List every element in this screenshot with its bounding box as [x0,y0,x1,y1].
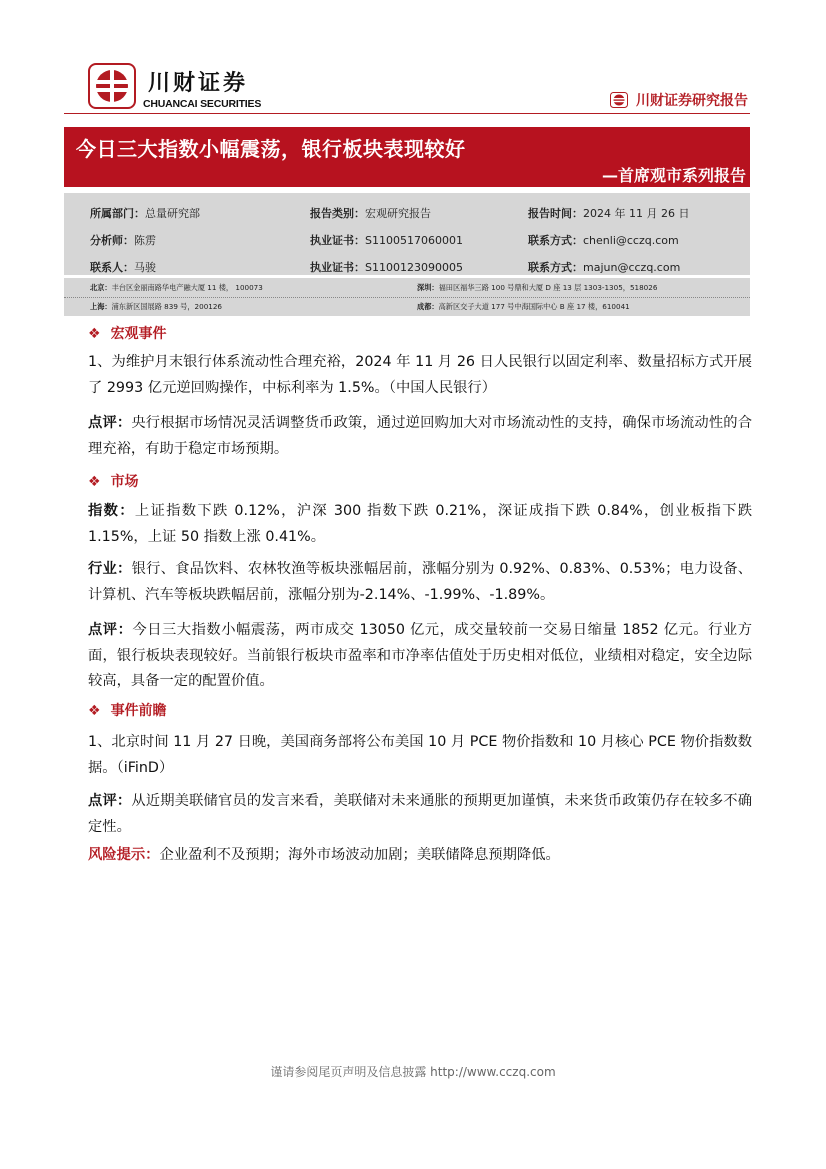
report-subtitle: —首席观市系列报告 [601,166,746,185]
section-macro-heading: ❖ 宏观事件 [88,326,167,342]
risk-paragraph: 风险提示：企业盈利不及预期；海外市场波动加剧；美联储降息预期降低。 [88,847,560,863]
brand-name-cn: 川财证券 [148,71,249,96]
section-event-heading: ❖ 事件前瞻 [88,703,167,719]
page-footer: 谨请参阅尾页声明及信息披露 http://www.cczq.com [270,1065,556,1079]
cert1-field: 执业证书：S1100517060001 [310,234,463,247]
diamond-bullet-icon: ❖ [88,474,101,490]
event-paragraph: 1、北京时间 11 月 27 日晚，美国商务部将公布美国 10 月 PCE 物价指数和 10 月核心 PCE 物价指数数据。（iFinD） [88,734,752,776]
small-logo-icon [610,92,628,108]
company-logo-icon [88,63,136,109]
report-brand-label: 川财证券研究报告 [636,93,748,109]
shanghai-address: 上海：浦东新区国展路 839 号，200126 [90,302,222,311]
cert2-field: 执业证书：S1100123090005 [310,261,463,274]
contact-person-field: 联系人：马骏 [90,261,156,274]
diamond-bullet-icon: ❖ [88,326,101,342]
beijing-address: 北京：丰台区金丽南路华电产融大厦 11 楼， 100073 [90,283,263,292]
time-field: 报告时间：2024 年 11 月 26 日 [528,207,690,220]
dept-field: 所属部门：总量研究部 [90,207,200,220]
report-brand [610,90,748,110]
report-info-box [64,193,750,275]
shenzhen-address: 深圳：福田区福华三路 100 号鼎和大厦 D 座 13 层 1303-1305，518026 [417,283,658,292]
header-divider [64,113,750,114]
index-paragraph: 指数：上证指数下跌 0.12%，沪深 300 指数下跌 0.21%，深证成指下跌 0.84%，创业板指下跌 1.15%，上证 50 指数上涨 0.41%。 [88,503,753,545]
type-field: 报告类别：宏观研究报告 [310,207,431,220]
macro-comment-paragraph: 点评：央行根据市场情况灵活调整货币政策，通过逆回购加大对市场流动性的支持，确保市场流动性的合理充裕，有助于稳定市场预期。 [88,415,753,457]
diamond-bullet-icon: ❖ [88,703,101,719]
macro-event-paragraph: 1、为维护月末银行体系流动性合理充裕，2024 年 11 月 26 日人民银行以固定利率、数量招标方式开展了 2993 亿元逆回购操作，中标利率为 1.5%。（中国人民银行） [88,354,752,396]
section-market-heading: ❖ 市场 [88,474,139,490]
event-comment-paragraph: 点评：从近期美联储官员的发言来看，美联储对未来通胀的预期更加谨慎，未来货币政策仍存在较多不确定性。 [88,793,753,835]
contact1-field: 联系方式：chenli@cczq.com [528,234,679,247]
brand-name-en: CHUANCAI SECURITIES [143,98,262,110]
industry-paragraph: 行业：银行、食品饮料、农林牧渔等板块涨幅居前，涨幅分别为 0.92%、0.83%、0.53%；电力设备、计算机、汽车等板块跌幅居前，涨幅分别为-2.14%、-1.99%、-1.89%。 [88,561,753,603]
report-title: 今日三大指数小幅震荡，银行板块表现较好 [76,137,466,161]
analyst-field: 分析师：陈雳 [90,234,156,247]
chengdu-address: 成都：高新区交子大道 177 号中海国际中心 B 座 17 楼，610041 [417,302,630,311]
market-comment-paragraph: 点评：今日三大指数小幅震荡，两市成交 13050 亿元，成交量较前一交易日缩量 1852 亿元。行业方面，银行板块表现较好。当前银行板块市盈率和市净率估值处于历史相对低位，业绩相对稳定，安全边际较高，具备一定的配置价值。 [88,622,752,689]
contact2-field: 联系方式：majun@cczq.com [528,261,681,274]
address-divider [64,297,750,298]
